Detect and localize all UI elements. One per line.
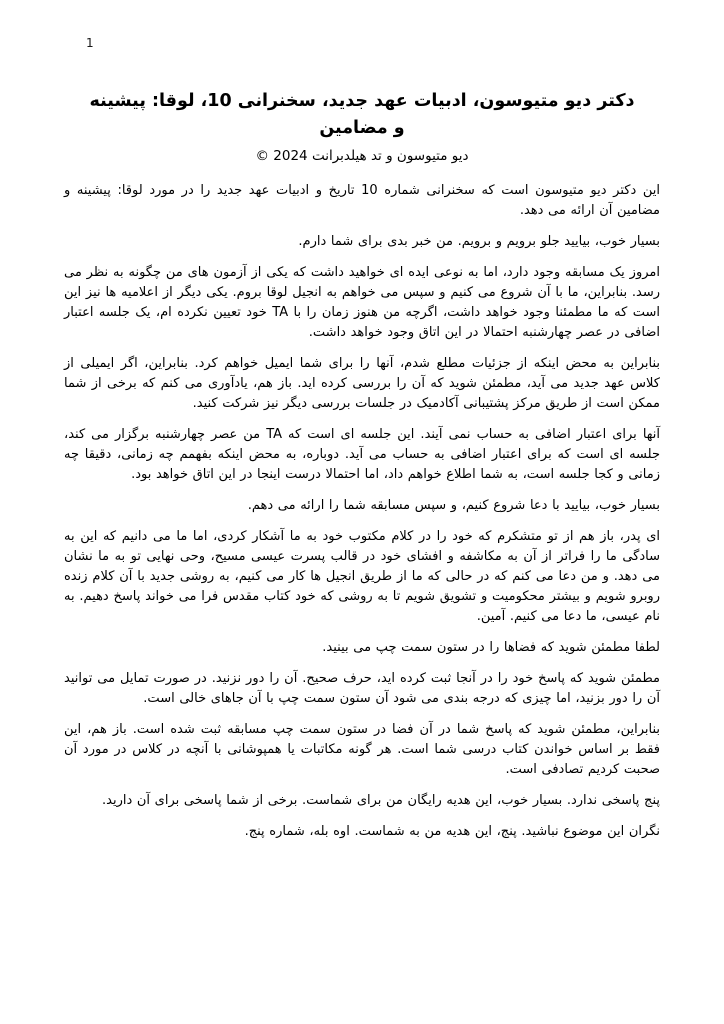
document-body [64, 181, 660, 842]
paragraph: لطفا مطمئن شوید که فضاها را در ستون سمت چپ می بینید. [322, 639, 660, 655]
paragraph: نگران این موضوع نباشید. پنج، این هدیه من به شماست. اوه بله، شماره پنج. [244, 823, 660, 839]
paragraph-intro: این دکتر دیو متیوسون است که سخنرانی شماره 10 تاریخ و ادبیات عهد جدید را در مورد لوقا: پیشینه و مضامین آن ارائه می دهد. [64, 182, 660, 218]
paragraph: بسیار خوب، بیایید جلو برویم و برویم. من خبر بدی برای شما دارم. [298, 233, 660, 249]
copyright-line: © 2024 دیو متیوسون و تد هیلدبرانت [255, 148, 469, 165]
paragraph: بسیار خوب، بیایید با دعا شروع کنیم، و سپس مسابقه شما را ارائه می دهم. [247, 497, 660, 513]
paragraph-prayer: ای پدر، باز هم از تو متشکرم که خود را در کلام مکتوب خود به ما آشکار کردی، اما ما می دانیم که این به سادگی ما را فراتر از آن به مکاشفه و افشای خود در قالب پسرت عیسی مسیح، وحی نهایی تو به ما نشان می دهد. و من دعا می کنم که در حالی که ما از طریق انجیل ها کار می کنیم، به روشی جدید با آن کلام زنده روبرو شویم و بیشتر محکومیت و تشویق شویم تا به روشی که خود کتاب مقدس فرا می خواند پاسخ دهیم. به نام عیسی، ما دعا می کنیم. آمین. [64, 528, 660, 624]
paragraph: مطمئن شوید که پاسخ خود را در آنجا ثبت کرده اید، حرف صحیح. آن را دور نزنید. در صورت تمایل می توانید آن را دور بزنید، اما چیزی که درجه بندی می شود آن ستون سمت چپ با آن جاهای خالی است. [64, 670, 660, 706]
document-title-line-2: و مضامین [319, 118, 405, 139]
paragraph: بنابراین به محض اینکه از جزئیات مطلع شدم، آنها را برای شما ایمیل خواهم کرد. بنابراین، اگر ایمیلی از کلاس عهد جدید می آید، مطمئن شوید که آن را بررسی کرده اید. باز هم، یادآوری می کنم که برخی از شما ممکن است از طریق مرکز پشتیبانی آکادمیک در جلسات بررسی دیگر نیز شرکت کنید. [64, 355, 660, 411]
document-title [64, 88, 660, 142]
document-title-line-1: دکتر دیو متیوسون، ادبیات عهد جدید، سخنرانی 10، لوقا: پیشینه [89, 91, 635, 111]
paragraph: آنها برای اعتبار اضافی به حساب نمی آیند. این جلسه ای است که TA من عصر چهارشنبه برگزار می کند، جلسه ای است که برای اعتبار اضافی به حساب می آید. دوباره، به محض اینکه بفهمم چه زمانی، دقیقا چه زمانی و کجا جلسه است، به شما اطلاع خواهم داد، اما احتمالا درست اینجا در این اتاق خواهد بود. [64, 426, 661, 482]
page-number: 1 [86, 36, 94, 50]
paragraph: امروز یک مسابقه وجود دارد، اما به نوعی ایده ای خواهید داشت که یکی از آزمون های من چگونه به نظر می رسد. بنابراین، ما با آن شروع می کنیم و سپس می خواهم به انجیل لوقا بروم. یکی دیگر از اعلامیه ها نیز این است که ما مطمئنا وجود خواهد داشت، اگرچه من هنوز زمان را با TA خود تعیین نکرده ام، یک جلسه اعتبار اضافی در عصر چهارشنبه احتمالا در این اتاق وجود خواهد داشت. [64, 264, 661, 340]
paragraph: پنج پاسخی ندارد. بسیار خوب، این هدیه رایگان من برای شماست. برخی از شما پاسخی برای آن دارید. [102, 792, 660, 808]
paragraph: بنابراین، مطمئن شوید که پاسخ شما در آن فضا در ستون سمت چپ مسابقه ثبت شده است. باز هم، این فقط بر اساس خواندن کتاب درسی شما است. هر گونه مکاتبات یا همپوشانی با آنچه در کلاس در مورد آن صحبت کردیم تصادفی است. [64, 721, 660, 777]
